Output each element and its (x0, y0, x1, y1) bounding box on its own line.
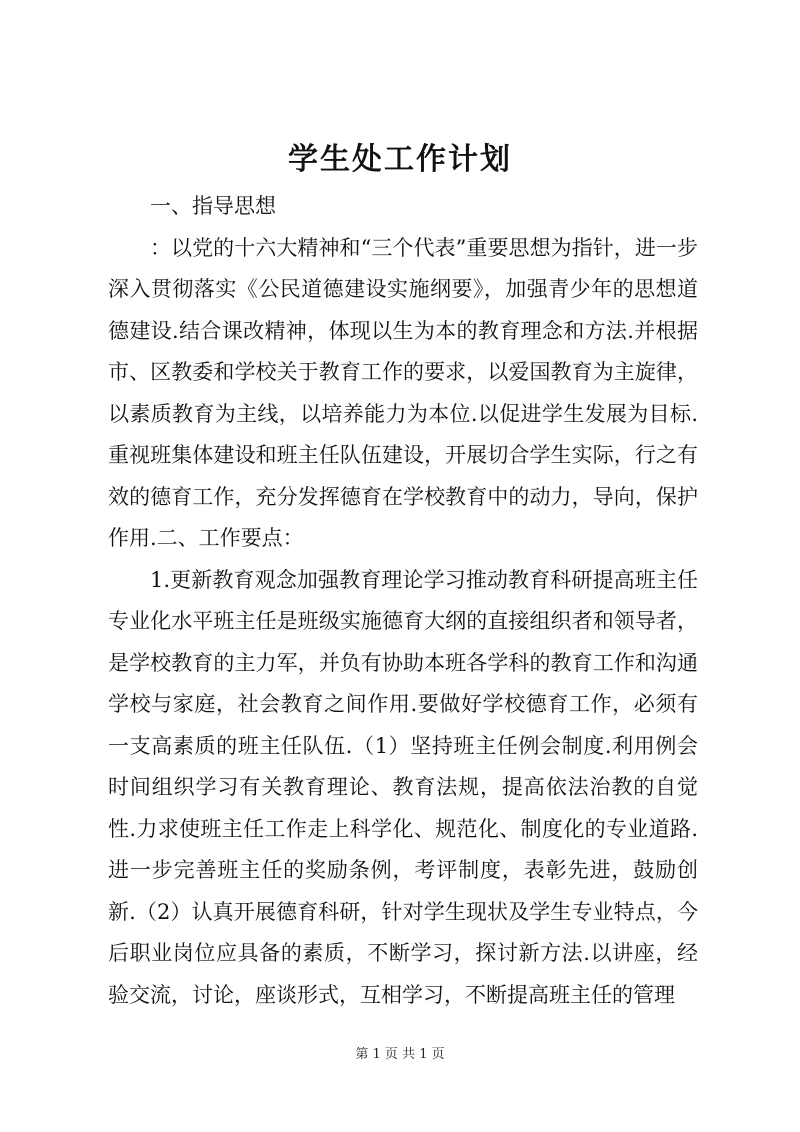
section-heading-guiding-ideology: 一、指导思想 (150, 194, 276, 218)
document-title: 学生处工作计划 (288, 142, 512, 177)
document-body (108, 186, 698, 1016)
paragraph-work-point-1: 1.更新教育观念加强教育理论学习推动教育科研提高班主任专业化水平班主任是班级实施德育大纲的直接组织者和领导者，是学校教育的主力军，并负有协助本班各学科的教育工作和沟通学校与家庭，社会教育之间作用.要做好学校德育工作，必须有一支高素质的班主任队伍.（1）坚持班主任例会制度.利用例会时间组织学习有关教育理论、教育法规，提高依法治教的自觉性.力求使班主任工作走上科学化、规范化、制度化的专业道路.进一步完善班主任的奖励条例，考评制度，表彰先进，鼓励创新.（2）认真开展德育科研，针对学生现状及学生专业特点，今后职业岗位应具备的素质，不断学习，探讨新方法.以讲座，经验交流，讨论，座谈形式，互相学习，不断提高班主任的管理 (108, 567, 698, 1007)
paragraph-guiding-ideology: ：以党的十六大精神和“三个代表”重要思想为指针，进一步深入贯彻落实《公民道德建设实施纲要》，加强青少年的思想道德建设.结合课改精神，体现以生为本的教育理念和方法.并根据市、区教委和学校关于教育工作的要求，以爱国教育为主旋律，以素质教育为主线，以培养能力为本位.以促进学生发展为目标.重视班集体建设和班主任队伍建设，开展切合学生实际，行之有效的德育工作，充分发挥德育在学校教育中的动力，导向，保护作用.二、工作要点： (108, 235, 698, 550)
page-footer: 第 1 页 共 1 页 (355, 1047, 445, 1062)
